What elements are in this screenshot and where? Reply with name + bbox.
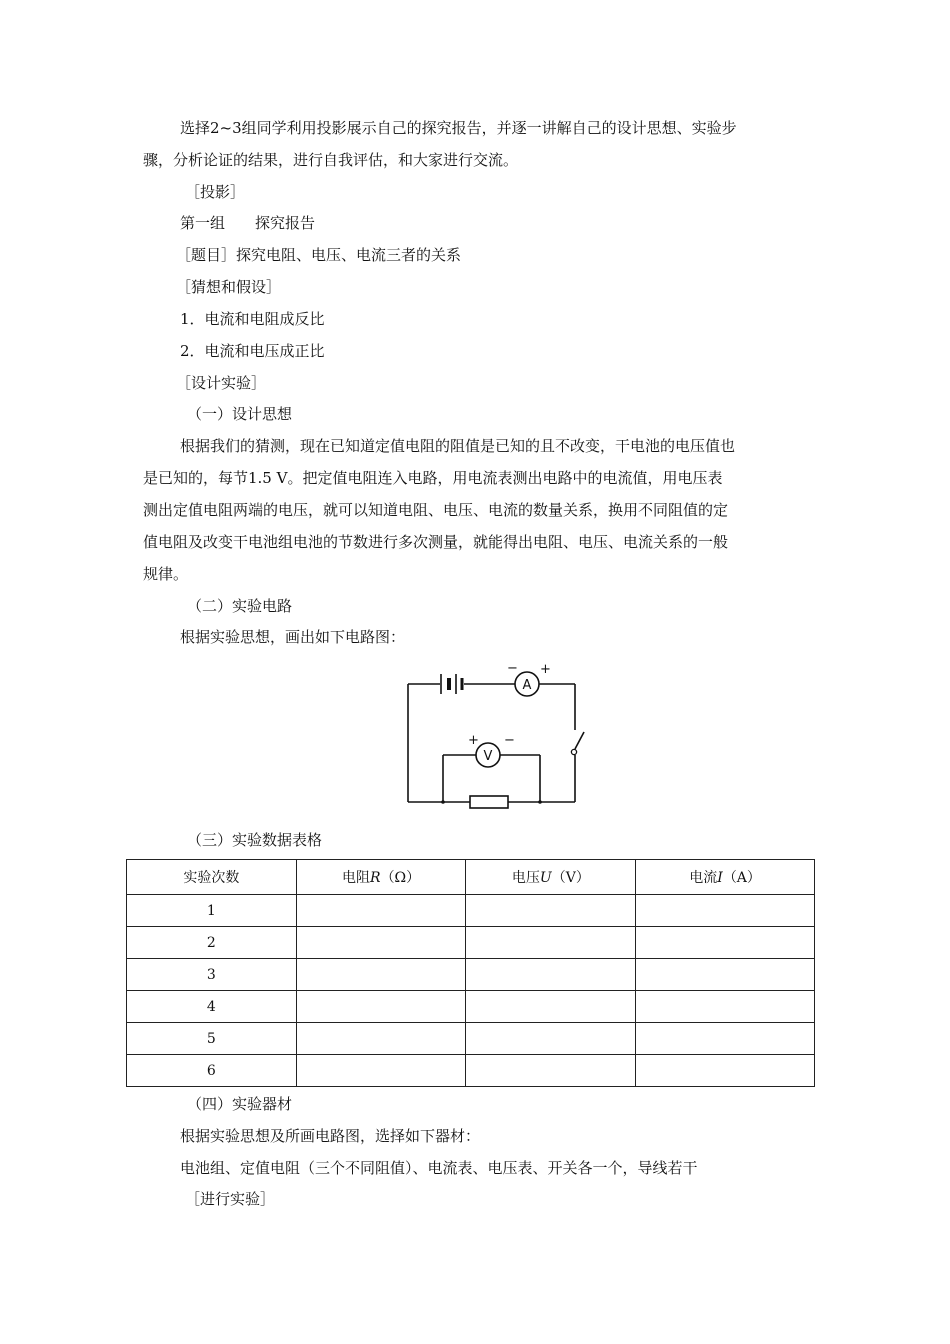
junction-dot-left xyxy=(441,800,445,804)
empty-value-cell xyxy=(296,895,466,927)
empty-value-cell xyxy=(636,959,815,991)
section2-title: （二）实验电路 xyxy=(187,597,293,615)
empty-value-cell xyxy=(466,1055,636,1087)
hypothesis-item-2: 2．电流和电压成正比 xyxy=(180,342,325,360)
switch-icon xyxy=(571,732,584,755)
header-text: 电压 xyxy=(511,870,540,886)
projection-tag: ［投影］ xyxy=(185,183,246,201)
empty-value-cell xyxy=(296,959,466,991)
empty-value-cell xyxy=(466,1023,636,1055)
trial-number-cell: 6 xyxy=(127,1055,297,1087)
empty-value-cell xyxy=(296,991,466,1023)
section3-title: （三）实验数据表格 xyxy=(187,831,323,849)
header-text: 实验次数 xyxy=(183,870,240,886)
empty-value-cell xyxy=(296,1023,466,1055)
table-row xyxy=(127,895,815,927)
empty-value-cell xyxy=(296,1055,466,1087)
hypothesis-item-1: 1．电流和电阻成反比 xyxy=(180,310,325,328)
conduct-heading: ［进行实验］ xyxy=(185,1190,276,1208)
header-symbol: U xyxy=(539,870,552,886)
ammeter-plus-sign: + xyxy=(540,662,551,677)
voltmeter-plus-sign: + xyxy=(468,733,479,748)
topic-line: ［题目］探究电阻、电压、电流三者的关系 xyxy=(176,246,462,264)
table-row xyxy=(127,1023,815,1055)
header-symbol: I xyxy=(717,870,723,886)
section1-line-5: 规律。 xyxy=(143,565,189,583)
voltmeter-label: V xyxy=(483,749,493,764)
header-symbol: R xyxy=(370,870,381,886)
group-title: 第一组 探究报告 xyxy=(180,214,316,232)
section1-title: （一）设计思想 xyxy=(187,405,293,423)
table-header-cell xyxy=(466,860,636,895)
battery-icon xyxy=(441,674,462,694)
empty-value-cell xyxy=(636,927,815,959)
trial-number-cell: 5 xyxy=(127,1023,297,1055)
data-table xyxy=(126,859,815,1087)
junction-dot-right xyxy=(538,800,542,804)
empty-value-cell xyxy=(636,1023,815,1055)
intro-line-2: 骤，分析论证的结果，进行自我评估，和大家进行交流。 xyxy=(143,151,519,169)
ammeter-minus-sign: − xyxy=(507,661,518,676)
empty-value-cell xyxy=(636,895,815,927)
header-text: 电流 xyxy=(689,870,718,886)
table-header-cell xyxy=(127,860,297,895)
table-row xyxy=(127,991,815,1023)
circuit-diagram xyxy=(400,660,585,810)
resistor-icon xyxy=(470,796,508,808)
empty-value-cell xyxy=(296,927,466,959)
voltmeter-icon xyxy=(476,743,500,767)
header-unit: （Ω） xyxy=(380,870,421,886)
intro-line-1: 选择2~3组同学利用投影展示自己的探究报告，并逐一讲解自己的设计思想、实验步 xyxy=(180,119,737,137)
table-header-cell xyxy=(296,860,466,895)
header-text: 电阻 xyxy=(342,870,371,886)
empty-value-cell xyxy=(466,927,636,959)
section1-line-2: 是已知的，每节1.5 V。把定值电阻连入电路，用电流表测出电路中的电流值，用电压表 xyxy=(143,469,723,487)
trial-number-cell: 1 xyxy=(127,895,297,927)
section1-line-4: 值电阻及改变干电池组电池的节数进行多次测量，就能得出电阻、电压、电流关系的一般 xyxy=(143,533,729,551)
empty-value-cell xyxy=(636,1055,815,1087)
section4-line-2: 电池组、定值电阻（三个不同阻值）、电流表、电压表、开关各一个，导线若干 xyxy=(180,1159,698,1177)
header-unit: （A） xyxy=(722,870,761,886)
table-header-cell xyxy=(636,860,815,895)
section2-caption: 根据实验思想，画出如下电路图： xyxy=(180,628,406,646)
section4-title: （四）实验器材 xyxy=(187,1095,293,1113)
trial-number-cell: 2 xyxy=(127,927,297,959)
hypothesis-heading: ［猜想和假设］ xyxy=(176,278,282,296)
header-unit: （V） xyxy=(551,870,590,886)
trial-number-cell: 4 xyxy=(127,991,297,1023)
table-row xyxy=(127,959,815,991)
ammeter-icon xyxy=(515,672,539,696)
empty-value-cell xyxy=(466,895,636,927)
empty-value-cell xyxy=(636,991,815,1023)
design-heading: ［设计实验］ xyxy=(176,374,267,392)
table-row xyxy=(127,927,815,959)
table-row xyxy=(127,1055,815,1087)
section1-line-1: 根据我们的猜测，现在已知道定值电阻的阻值是已知的且不改变，干电池的电压值也 xyxy=(180,437,736,455)
voltmeter-minus-sign: − xyxy=(504,733,515,748)
trial-number-cell: 3 xyxy=(127,959,297,991)
ammeter-label: A xyxy=(522,678,532,693)
section4-line-1: 根据实验思想及所画电路图，选择如下器材： xyxy=(180,1127,481,1145)
empty-value-cell xyxy=(466,959,636,991)
table-header-row xyxy=(127,860,815,895)
empty-value-cell xyxy=(466,991,636,1023)
section1-line-3: 测出定值电阻两端的电压，就可以知道电阻、电压、电流的数量关系，换用不同阻值的定 xyxy=(143,501,729,519)
